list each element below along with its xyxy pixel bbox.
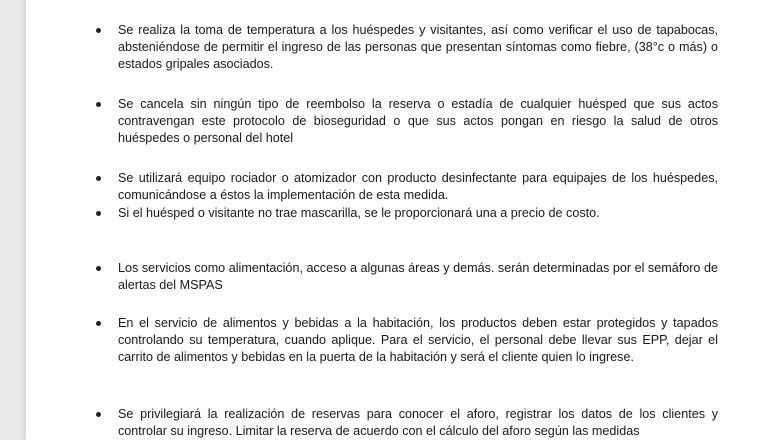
bullet-text: En el servicio de alimentos y bebidas a la habitación, los productos deben estar protegidos y tapados controlando su temperatura, cuando aplique. Para el servicio, el personal debe llevar sus EPP, dejar el carrito de alimentos y bebidas en la puerta de la habitación y será el cliente quien lo ingrese. <box>118 316 718 364</box>
bullet-dot <box>96 176 101 181</box>
bullet-item-disinfectant <box>118 170 718 204</box>
bullet-dot <box>96 102 101 107</box>
bullet-item-temperature <box>118 22 718 74</box>
bullet-dot <box>96 321 101 326</box>
bullet-item-reservations <box>118 406 718 440</box>
bullet-text: Si el huésped o visitante no trae mascarilla, se le proporcionará una a precio de costo. <box>118 206 600 220</box>
document-page <box>26 0 768 440</box>
bullet-text: Se realiza la toma de temperatura a los huéspedes y visitantes, así como verificar el uso de tapabocas, absteniéndose de permitir el ingreso de las personas que presentan síntomas como fiebre, (38°c o más) o estados gripales asociados. <box>118 23 718 71</box>
bullet-text: Se cancela sin ningún tipo de reembolso la reserva o estadía de cualquier huésped que sus actos contravengan este protocolo de bioseguridad o que sus actos pongan en riesgo la salud de otros huéspedes o personal del hotel <box>118 97 718 145</box>
bullet-text: Se privilegiará la realización de reservas para conocer el aforo, registrar los datos de los clientes y controlar su ingreso. Limitar la reserva de acuerdo con el cálculo del aforo según las medidas <box>118 407 718 438</box>
bullet-text: Se utilizará equipo rociador o atomizador con producto desinfectante para equipajes de los huéspedes, comunicándose a éstos la implementación de esta medida. <box>118 171 718 202</box>
bullet-dot <box>96 266 101 271</box>
bullet-item-mask <box>118 205 718 222</box>
bullet-item-services <box>118 260 718 294</box>
bullet-dot <box>96 28 101 33</box>
bullet-text: Los servicios como alimentación, acceso a algunas áreas y demás. serán determinadas por el semáforo de alertas del MSPAS <box>118 261 718 292</box>
bullet-item-room-service <box>118 315 718 367</box>
bullet-item-cancellation <box>118 96 718 148</box>
partial-top-line <box>118 0 718 5</box>
bullet-dot <box>96 211 101 216</box>
bullet-dot <box>96 412 101 417</box>
